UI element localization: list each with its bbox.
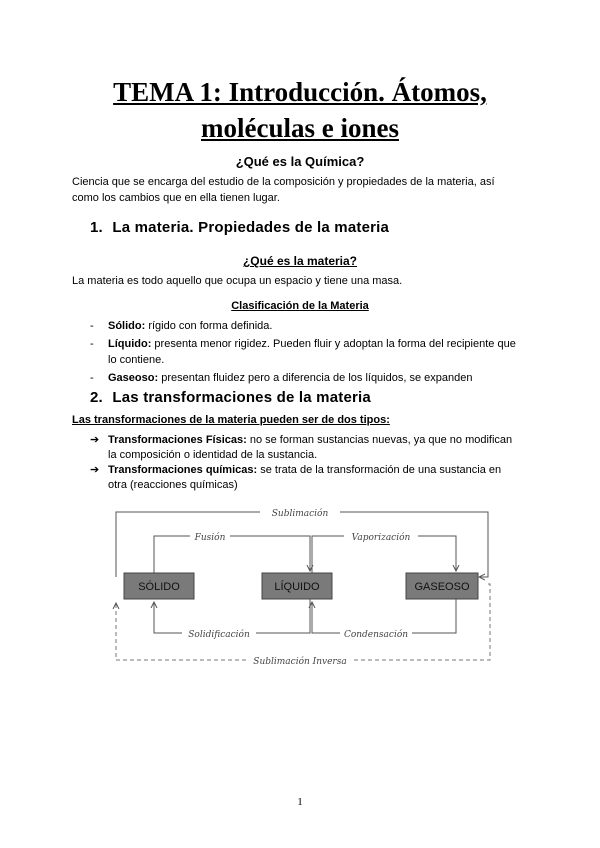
label-inverse-sublimation: Sublimación Inversa: [253, 657, 347, 667]
section-1-number: 1.: [90, 219, 103, 236]
arrow-icon: ➔: [90, 434, 100, 446]
section-2-heading: [90, 389, 371, 406]
section-1-heading: [90, 219, 389, 236]
desc-physical: no se forman sustancias nuevas, ya que no modifican: [246, 434, 513, 446]
intro-line-2: como los cambios que en ella tienen lugar.: [72, 192, 280, 204]
term-liquid: Líquido:: [108, 338, 152, 350]
list-item-solid: [90, 318, 530, 334]
list-item-gas: [90, 370, 530, 386]
intro-paragraph: [72, 174, 542, 206]
desc-liquid-line-2: lo contiene.: [108, 354, 165, 366]
list-item-physical: [90, 433, 530, 463]
state-label-gas: GASEOSO: [414, 581, 470, 593]
states-of-matter-diagram: [100, 500, 500, 675]
list-item-chemical: [90, 463, 530, 493]
desc-solid: rígido con forma definida.: [145, 320, 273, 332]
list-bullet: -: [90, 320, 94, 332]
fusion-arrow: [154, 536, 310, 573]
page-number: 1: [297, 796, 303, 808]
intro-line-1: Ciencia que se encarga del estudio de la composición y propiedades de la materia, así: [72, 176, 495, 188]
label-condensation: Condensación: [343, 630, 409, 640]
state-label-solid: SÓLIDO: [138, 581, 180, 593]
list-bullet: -: [90, 372, 94, 384]
term-chemical: Transformaciones químicas:: [108, 464, 258, 476]
desc-chemical-line-2: otra (reacciones químicas): [108, 479, 238, 491]
term-solid: Sólido:: [108, 320, 146, 332]
list-item-liquid: [90, 336, 530, 368]
page-title-line-2: moléculas e iones: [201, 113, 399, 143]
desc-liquid: presenta menor rigidez. Pueden fluir y adoptan la forma del recipiente que: [151, 338, 516, 350]
transformations-types-heading: Las transformaciones de la materia pueden ser de dos tipos:: [72, 414, 390, 426]
desc-gas: presentan fluidez pero a diferencia de los líquidos, se expanden: [158, 372, 473, 384]
sublimation-arrow: [116, 512, 488, 577]
term-physical: Transformaciones Físicas:: [108, 434, 247, 446]
state-label-liquid: LÍQUIDO: [274, 581, 320, 593]
section-1-subheading: ¿Qué es la materia?: [242, 254, 358, 268]
desc-physical-line-2: la composición o identidad de la sustancia.: [108, 449, 318, 461]
label-solidification: Solidificación: [188, 630, 250, 640]
materia-definition: La materia es todo aquello que ocupa un espacio y tiene una masa.: [72, 275, 403, 287]
intro-heading: ¿Qué es la Química?: [235, 154, 365, 169]
classification-heading: Clasificación de la Materia: [231, 300, 369, 312]
label-sublimation: Sublimación: [271, 509, 329, 519]
section-1-title: La materia. Propiedades de la materia: [112, 219, 390, 236]
desc-chemical: se trata de la transformación de una sustancia en: [257, 464, 502, 476]
list-bullet: -: [90, 338, 94, 350]
section-2-number: 2.: [90, 389, 103, 406]
label-fusion: Fusión: [194, 533, 226, 543]
page-title-line-1: TEMA 1: Introducción. Átomos,: [113, 77, 487, 107]
arrow-icon: ➔: [90, 464, 100, 476]
label-vaporization: Vaporización: [351, 533, 411, 543]
section-2-title: Las transformaciones de la materia: [112, 389, 371, 406]
term-gas: Gaseoso:: [108, 372, 159, 384]
